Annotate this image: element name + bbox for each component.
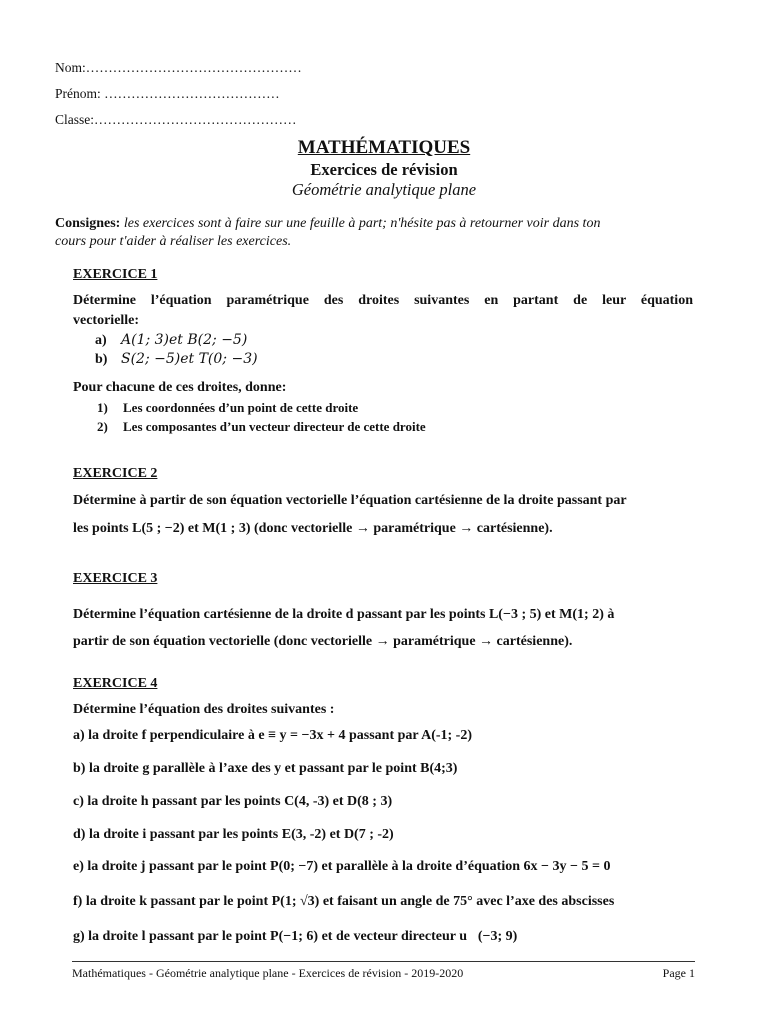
page-footer (72, 966, 695, 981)
document-subject: Géométrie analytique plane (291, 180, 477, 199)
name-field: Nom:………………………………………… (55, 60, 302, 75)
item-b-label: b) (95, 352, 108, 367)
item-a-points: A(1; 3)et B(2; −5) (121, 332, 248, 348)
exercise-4-item-f: f) la droite k passant par le point P(1; √3) et faisant un angle de 75° avec l’axe des abscisses (73, 894, 615, 909)
exercise-4-item-d: d) la droite i passant par les points E(3, -2) et D(7 ; -2) (73, 827, 394, 842)
instructions-line-1 (55, 216, 600, 232)
first-name-field: Prénom: ………………………………… (55, 86, 280, 101)
document-subtitle: Exercices de révision (310, 160, 458, 179)
exercise-4-item-c: c) la droite h passant par les points C(4, -3) et D(8 ; 3) (73, 794, 393, 809)
instructions-text-2: cours pour t'aider à réaliser les exercices. (55, 234, 292, 249)
question-1-label: 1) (97, 400, 108, 415)
footer-rule (72, 961, 695, 962)
exercise-1-title: EXERCICE 1 (73, 267, 158, 282)
exercise-2-title: EXERCICE 2 (73, 466, 158, 481)
class-field: Classe:……………………………………… (55, 112, 297, 127)
question-2-label: 2) (97, 419, 108, 434)
exercise-4-item-g: g) la droite l passant par le point P(−1; 6) et de vecteur directeur u⃗(−3; 9) (73, 929, 518, 944)
document-title: MATHÉMATIQUES (297, 137, 471, 158)
exercise-2-line-1: Détermine à partir de son équation vectorielle l’équation cartésienne de la droite passant par (73, 493, 627, 508)
exercise-4-item-e: e) la droite j passant par le point P(0; −7) et parallèle à la droite d’équation 6x − 3y − 5 = 0 (73, 859, 611, 874)
exercise-1-ask: Pour chacune de ces droites, donne: (73, 380, 287, 395)
exercise-2-line-2: les points L(5 ; −2) et M(1 ; 3) (donc vectorielle → paramétrique → cartésienne). (73, 521, 553, 536)
exercise-1-question-2 (97, 419, 426, 435)
exercise-3-line-1: Détermine l’équation cartésienne de la droite d passant par les points L(−3 ; 5) et M(1; 2) à (73, 607, 615, 622)
page-number: Page 1 (662, 966, 695, 980)
footer-title: Mathématiques - Géométrie analytique plane - Exercices de révision - 2019-2020 (72, 966, 464, 980)
question-1-text: Les coordonnées d’un point de cette droite (123, 400, 359, 415)
exercise-3-line-2: partir de son équation vectorielle (donc vectorielle → paramétrique → cartésienne). (73, 634, 573, 649)
question-2-text: Les composantes d’un vecteur directeur de cette droite (123, 419, 426, 434)
instructions-label: Consignes: (55, 216, 121, 231)
exercise-4-intro: Détermine l’équation des droites suivantes : (73, 702, 335, 717)
item-a-label: a) (95, 333, 107, 348)
exercise-1-intro-2: vectorielle: (73, 313, 140, 328)
exercise-1-question-1 (97, 400, 358, 416)
exercise-4-item-a: a) la droite f perpendiculaire à e ≡ y = −3x + 4 passant par A(-1; -2) (73, 728, 473, 743)
item-b-points: S(2; −5)et T(0; −3) (121, 351, 258, 367)
exercise-3-title: EXERCICE 3 (73, 571, 158, 586)
exercise-1-intro-1: Détermine l’équation paramétrique des droites suivantes en partant de leur équation (73, 293, 693, 308)
exercise-1-item-a (95, 332, 247, 349)
exercise-1-item-b (95, 351, 258, 368)
exercise-4-title: EXERCICE 4 (73, 676, 158, 691)
instructions-text-1: les exercices sont à faire sur une feuille à part; n'hésite pas à retourner voir dans ton (123, 216, 601, 231)
exercise-4-item-b: b) la droite g parallèle à l’axe des y et passant par le point B(4;3) (73, 761, 458, 776)
